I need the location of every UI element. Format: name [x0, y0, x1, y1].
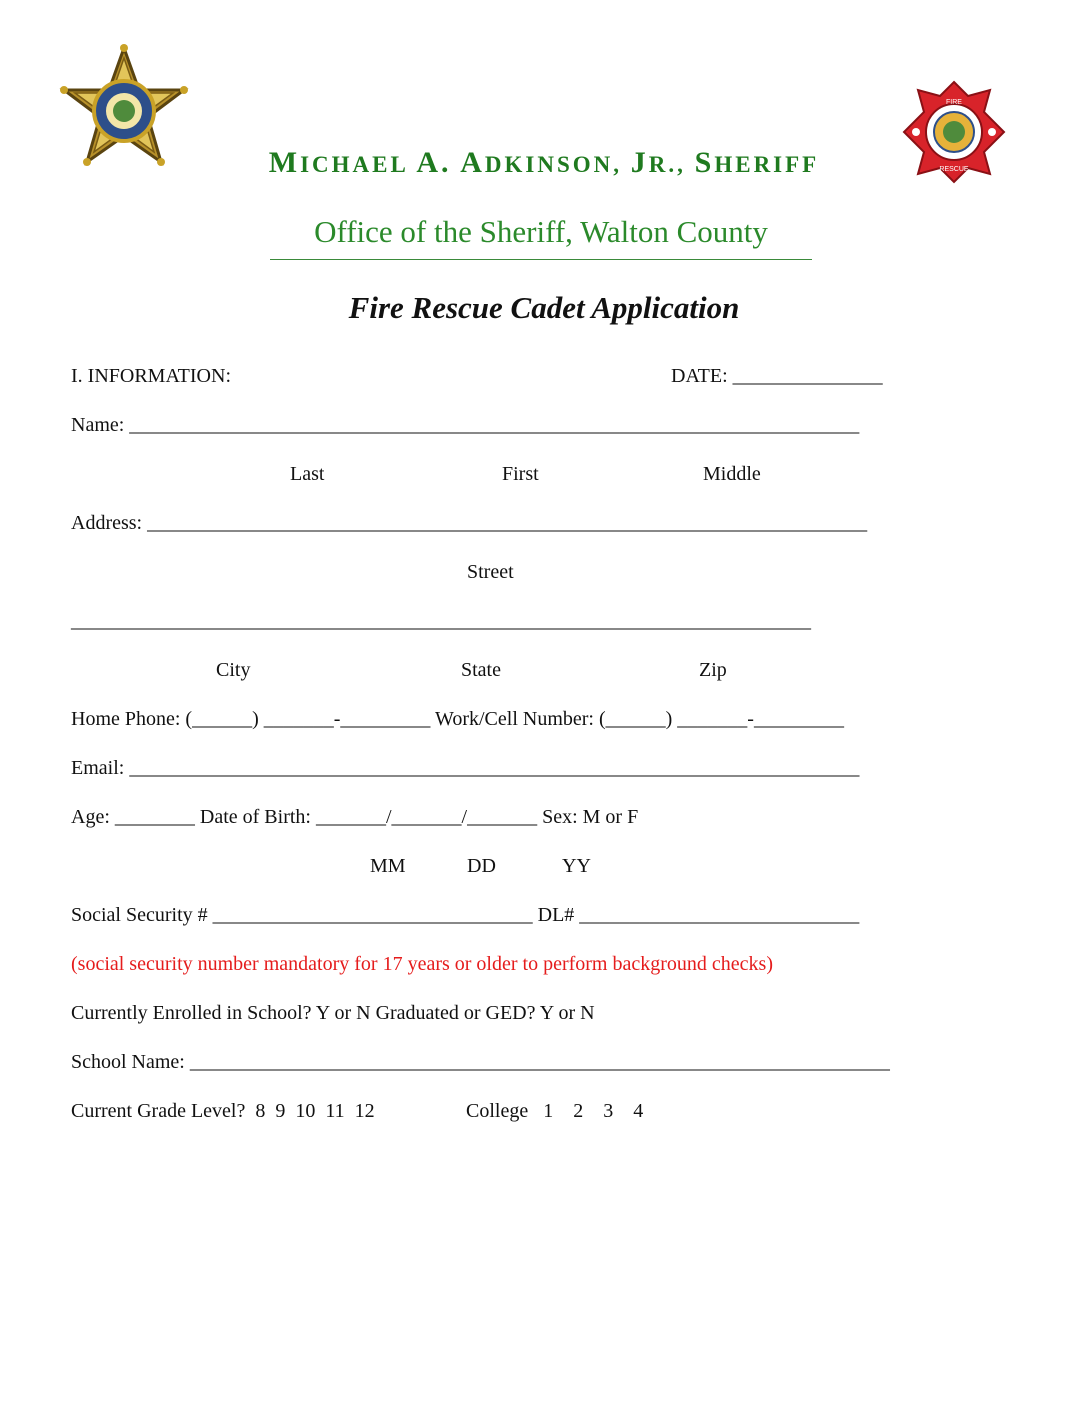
name-first-label: First [502, 463, 539, 485]
name-last-label: Last [290, 463, 325, 485]
name-middle-label: Middle [703, 463, 761, 485]
street-label: Street [467, 561, 514, 583]
name-field[interactable]: Name: _________________________________________________________________________ [71, 414, 860, 436]
rescue-text: RESCUE [939, 166, 969, 173]
office-heading: Office of the Sheriff, Walton County [314, 214, 768, 249]
school-name-field[interactable]: School Name: ______________________________________________________________________ [71, 1051, 890, 1073]
dob-dd-label: DD [467, 855, 496, 877]
section-heading: I. INFORMATION: [71, 365, 231, 387]
dob-mm-label: MM [370, 855, 406, 877]
form-title: Fire Rescue Cadet Application [348, 290, 740, 325]
ssn-dl-field[interactable]: Social Security # ________________________________ DL# ____________________________ [71, 904, 860, 926]
address-field[interactable]: Address: ________________________________________________________________________ [71, 512, 868, 534]
address-line2-field[interactable]: __________________________________________________________________________ [71, 610, 811, 632]
city-label: City [216, 659, 251, 681]
date-field[interactable]: DATE: _______________ [671, 365, 883, 387]
age-dob-sex-field[interactable]: Age: ________ Date of Birth: _______/_______/_______ Sex: M or F [71, 806, 639, 828]
office-divider [270, 259, 812, 260]
zip-label: Zip [699, 659, 727, 681]
dob-yy-label: YY [562, 855, 591, 877]
enrolled-question[interactable]: Currently Enrolled in School? Y or N Graduated or GED? Y or N [71, 1002, 595, 1024]
email-field[interactable]: Email: _________________________________________________________________________ [71, 757, 860, 779]
fire-text: FIRE [946, 99, 962, 106]
state-label: State [461, 659, 501, 681]
ssn-note: (social security number mandatory for 17 years or older to perform background checks) [71, 953, 773, 975]
phone-field[interactable]: Home Phone: (______) _______-_________ Work/Cell Number: (______) _______-_________ [71, 708, 844, 730]
grade-level-field[interactable]: Current Grade Level? 8 9 10 11 12 [71, 1100, 375, 1122]
sheriff-name-heading: MICHAEL A. ADKINSON, JR., SHERIFF [268, 146, 820, 179]
college-year-field[interactable]: College 1 2 3 4 [466, 1100, 644, 1122]
